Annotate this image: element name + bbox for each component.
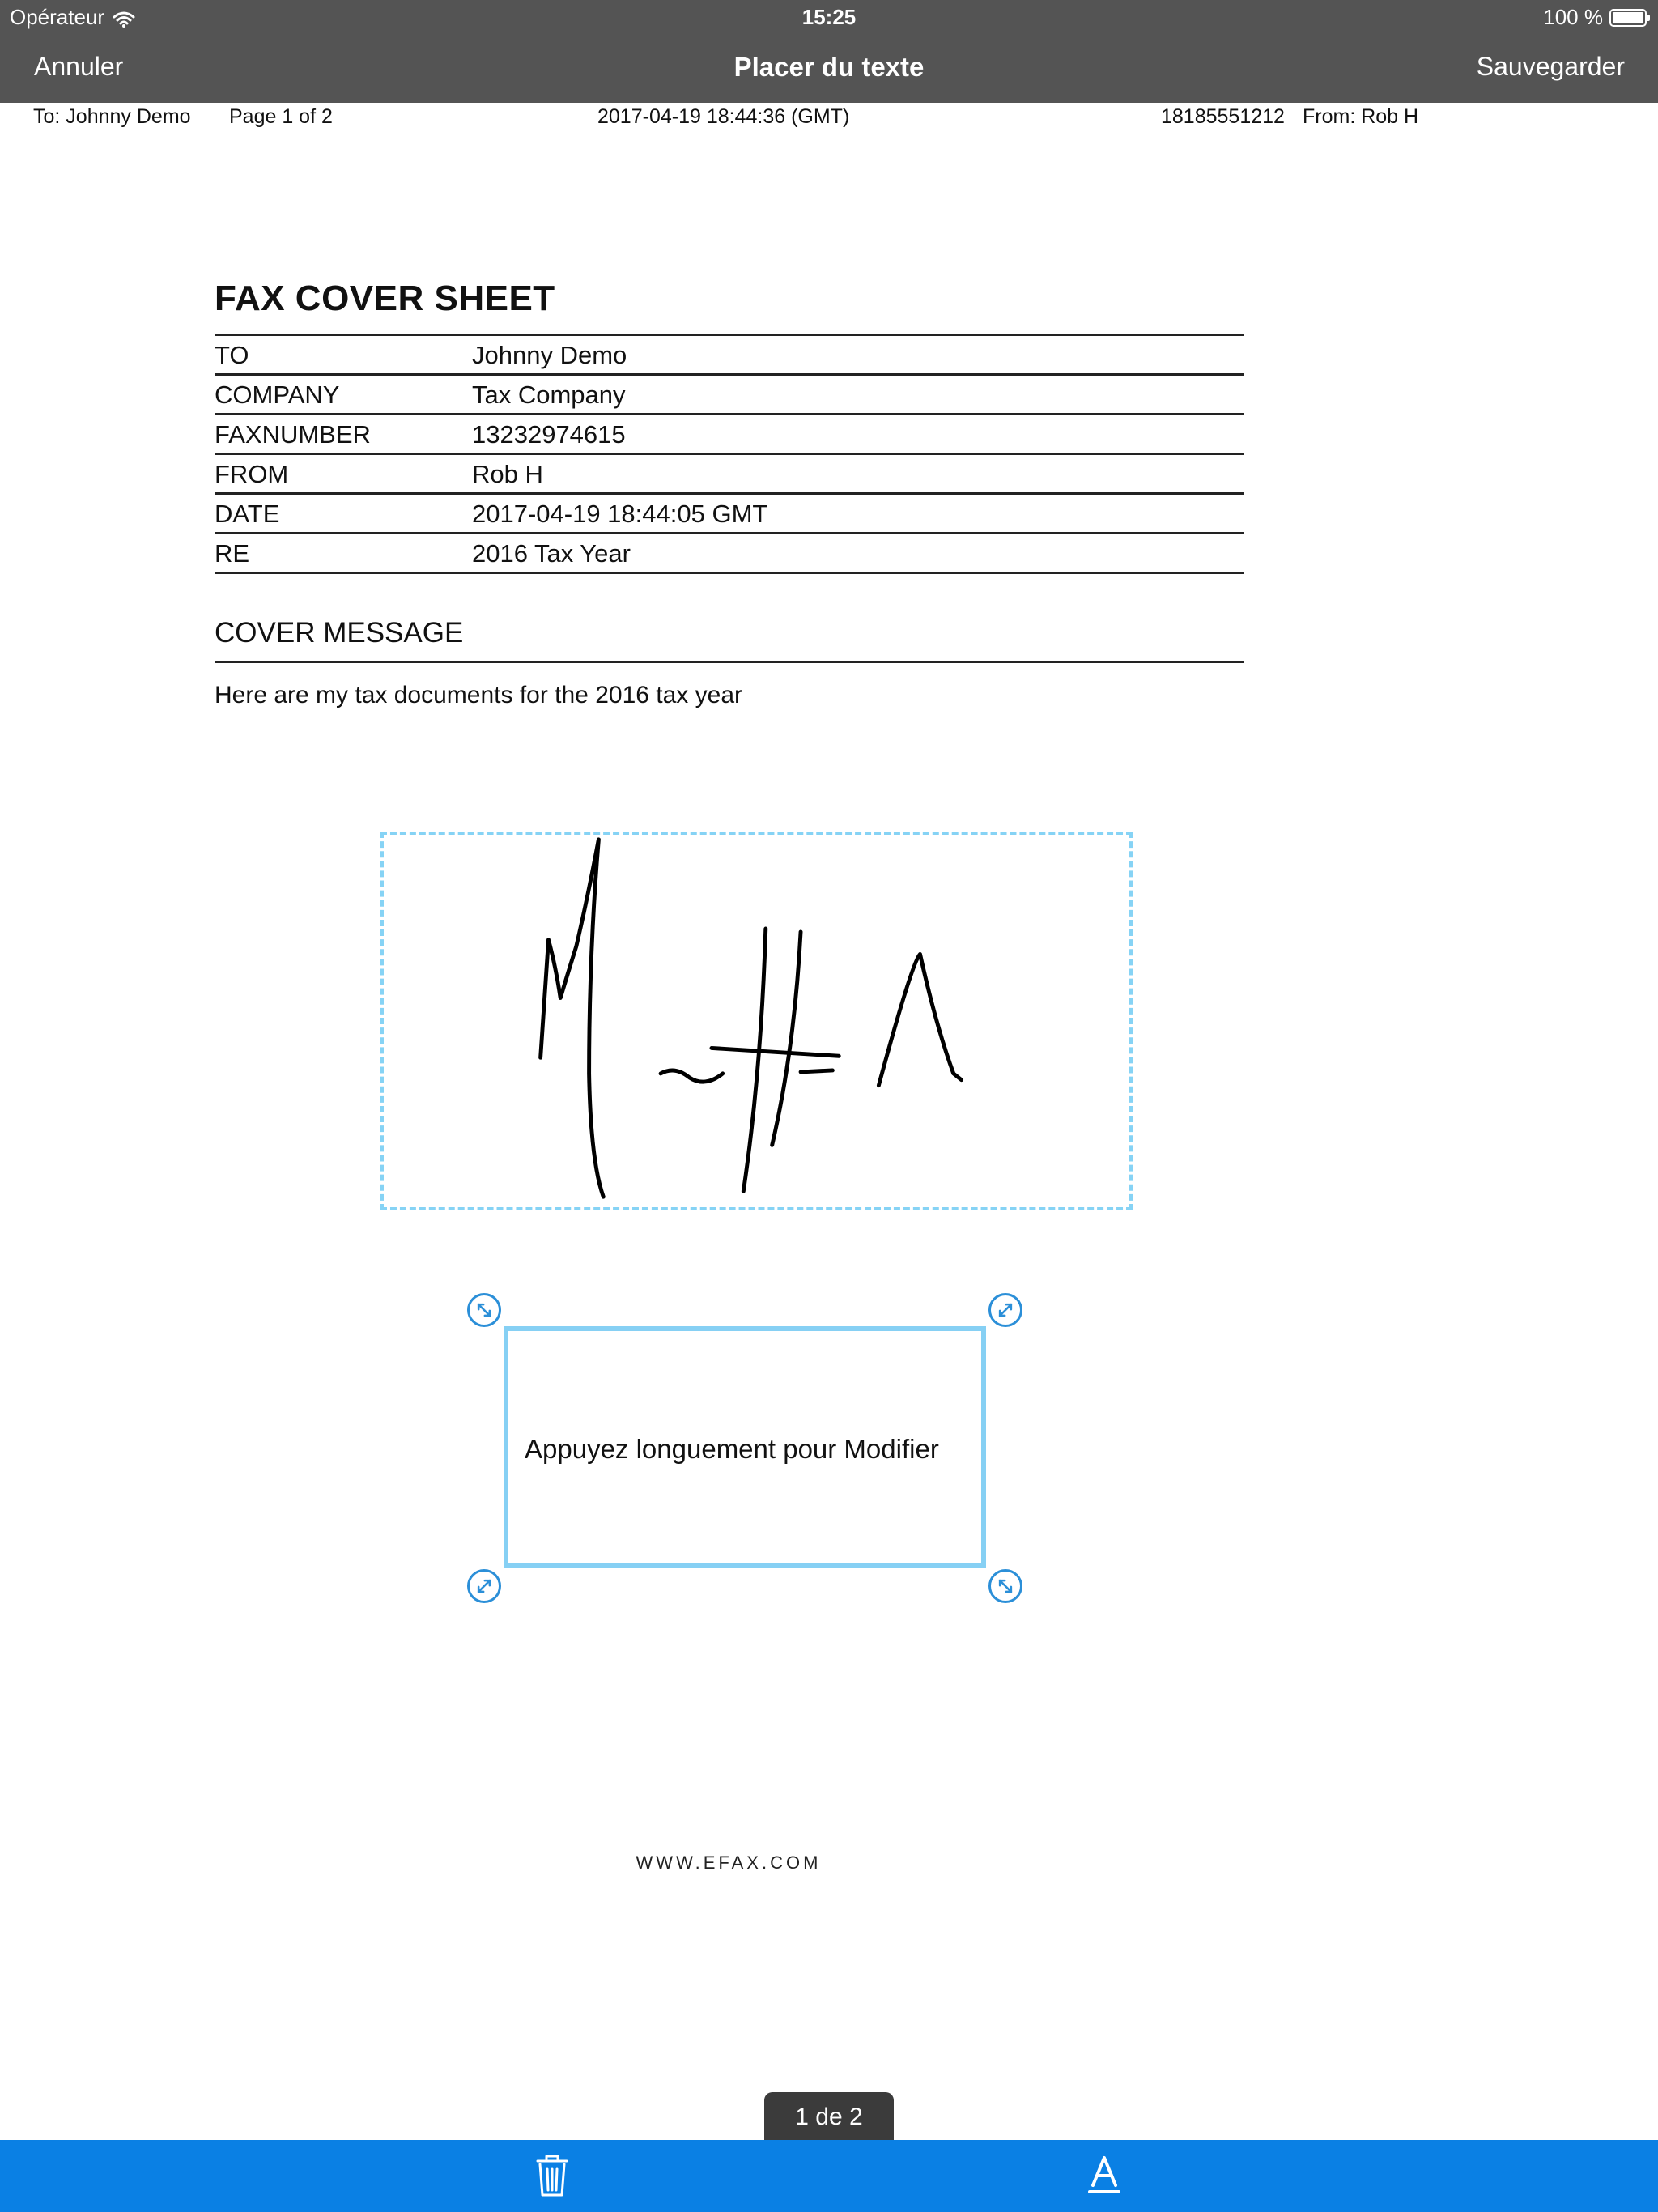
resize-handle-top-right-icon[interactable]	[988, 1293, 1022, 1327]
row-key: FAXNUMBER	[215, 420, 371, 449]
table-row	[215, 495, 1244, 534]
top-bar	[0, 0, 1658, 103]
row-value: 13232974615	[472, 420, 626, 449]
battery-icon	[1609, 9, 1647, 27]
cancel-button[interactable]: Annuler	[34, 52, 124, 81]
resize-handle-top-left-icon[interactable]	[467, 1293, 501, 1327]
navigation-bar	[0, 34, 1658, 103]
fax-header-timestamp: 2017-04-19 18:44:36 (GMT)	[597, 105, 850, 128]
row-value: 2016 Tax Year	[472, 539, 631, 568]
document-title: FAX COVER SHEET	[215, 279, 555, 318]
battery-percent: 100 %	[1543, 5, 1603, 29]
footer-url: WWW.EFAX.COM	[636, 1853, 822, 1873]
status-bar	[0, 0, 1658, 34]
fax-header-to: To: Johnny Demo	[33, 105, 191, 128]
fax-header-number: 18185551212	[1161, 105, 1285, 128]
table-row	[215, 336, 1244, 376]
carrier-label: Opérateur	[10, 5, 105, 29]
resize-handle-bottom-left-icon[interactable]	[467, 1569, 501, 1603]
row-key: TO	[215, 341, 249, 369]
fax-header-page: Page 1 of 2	[229, 105, 333, 128]
row-key: RE	[215, 539, 250, 568]
page-title: Placer du texte	[733, 52, 925, 82]
signature-box[interactable]	[380, 832, 1133, 1210]
row-value: Johnny Demo	[472, 341, 627, 369]
table-row	[215, 455, 1244, 495]
text-box[interactable]	[504, 1326, 986, 1568]
text-box-hint: Appuyez longuement pour Modifier	[525, 1434, 939, 1464]
trash-icon[interactable]	[528, 2150, 576, 2201]
row-key: FROM	[215, 460, 289, 488]
save-button[interactable]: Sauvegarder	[1476, 52, 1625, 81]
row-key: COMPANY	[215, 381, 340, 409]
fax-info-table	[215, 334, 1244, 574]
clock: 15:25	[801, 5, 857, 29]
signature-drawing	[384, 835, 1129, 1207]
fax-header-from: From: Rob H	[1303, 105, 1419, 128]
table-row	[215, 415, 1244, 455]
cover-message-heading: COVER MESSAGE	[215, 617, 464, 649]
text-format-icon[interactable]	[1080, 2150, 1129, 2201]
row-value: Tax Company	[472, 381, 626, 409]
battery-info	[1543, 5, 1647, 30]
bottom-toolbar	[0, 2140, 1658, 2212]
table-row	[215, 376, 1244, 415]
divider	[215, 661, 1244, 663]
row-value: Rob H	[472, 460, 543, 488]
row-key: DATE	[215, 500, 280, 528]
row-value: 2017-04-19 18:44:05 GMT	[472, 500, 768, 528]
table-row	[215, 534, 1244, 574]
cover-message-text: Here are my tax documents for the 2016 tax year	[215, 682, 742, 708]
page-indicator: 1 de 2	[764, 2092, 894, 2142]
resize-handle-bottom-right-icon[interactable]	[988, 1569, 1022, 1603]
